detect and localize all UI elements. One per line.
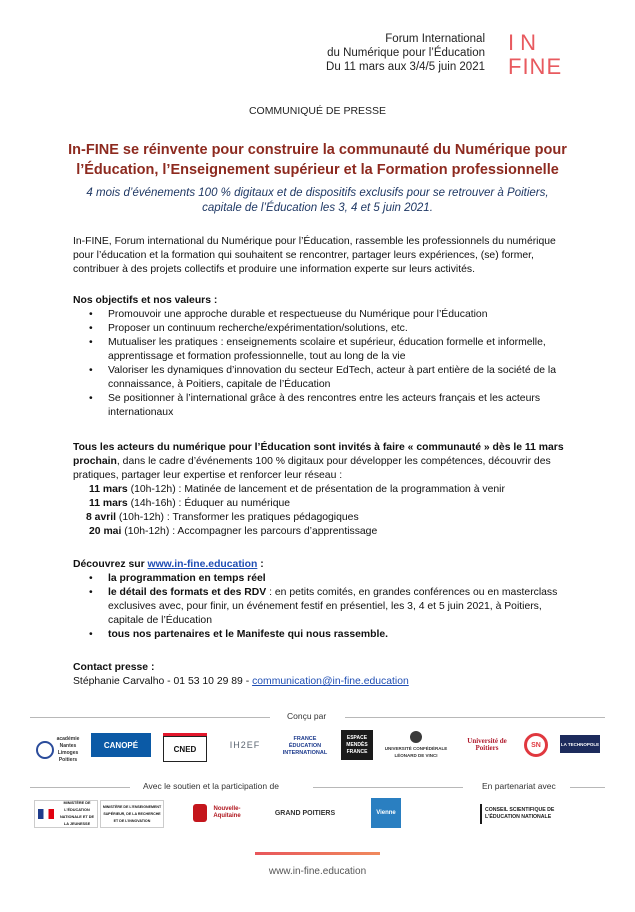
logo-text: Nouvelle-Aquitaine (213, 806, 241, 819)
logo-text: Vienne (376, 809, 396, 816)
contact-line (73, 675, 573, 689)
header-line-2: du Numérique pour l’Éducation (327, 47, 485, 59)
logo-text: SN (531, 741, 541, 749)
logo-bottom-text: FINE (508, 54, 563, 78)
objectives-list (73, 308, 573, 420)
title-line-1: In-FINE se réinvente pour construire la communauté du Numérique pour (68, 142, 567, 158)
list-item: • Proposer un continuum recherche/expérimentation/solutions, etc. (73, 322, 573, 336)
logo-text: Université de Poitiers (467, 737, 507, 752)
contact-name: Stéphanie Carvalho - 01 53 10 29 89 - (73, 676, 253, 687)
page-title (0, 140, 635, 180)
header-line-3: Du 11 mars aux 3/4/5 juin 2021 (326, 61, 485, 73)
soutien-label: Avec le soutien et la participation de (143, 781, 279, 791)
in-fine-logo (506, 30, 570, 78)
logo-text: UNIVERSITÉ CONFÉDÉRALE LÉONARD DE VINCI (384, 746, 448, 758)
schedule-list (73, 483, 573, 539)
logo-text: GRAND POITIERS (274, 809, 336, 817)
list-item: • Valoriser les dynamiques d’innovation du secteur EdTech, acteur à part entière de la société de la connaissance, à Poitiers, capitale de l’Éducation (73, 364, 573, 392)
conseil-scientifique-logo (480, 804, 590, 824)
divider (30, 717, 270, 718)
objectives-heading: Nos objectifs et nos valeurs : (73, 295, 218, 306)
discover-item-bold: le détail des formats et des RDV (108, 587, 267, 598)
schedule-time: (10h-12h) (127, 484, 176, 495)
subtitle-line-2: capitale de l’Éducation les 3, 4 et 5 juin 2021. (202, 202, 433, 214)
schedule-desc: : Éduquer au numérique (175, 498, 291, 509)
discover-colon: : (257, 559, 264, 570)
logo-text: CANOPÉ (103, 740, 139, 750)
intro-text: In-FINE, Forum international du Numérique pour l’Éducation, rassemble les professionnels du numérique pour l’éducation et la formation qui souhaitent se rencontrer, partager leurs expériences, (se) former, contribuer à des projets collectifs et produire une information experte sur leurs activités. (73, 236, 556, 275)
intro-paragraph (73, 235, 573, 277)
academie-logo (36, 728, 80, 772)
discover-label: Découvrez sur (73, 559, 148, 570)
partenariat-label: En partenariat avec (482, 781, 556, 791)
discover-item-bold: tous nos partenaires et le Manifeste qui nous rassemble. (108, 629, 389, 640)
invitation-section (73, 441, 573, 539)
list-item: • Se positionner à l’international grâce à des rencontres entre les acteurs français et les acteurs internationaux (73, 392, 573, 420)
discover-item-rest: : en petits comités, en grandes conférences ou en masterclass exclusives avec, pour finir, un événement festif en présentiel, les 3, 4 et 5 juin 2021, à Poitiers, capitale de l’Éducation (108, 587, 558, 626)
list-item: • Promouvoir une approche durable et respectueuse du Numérique pour l’Éducation (73, 308, 573, 322)
grand-poitiers-logo (272, 802, 338, 824)
logo-text: MINISTÈRE DE L'ENSEIGNEMENT SUPÉRIEUR, DE LA RECHERCHE ET DE L'INNOVATION (102, 804, 162, 823)
schedule-desc: : Transformer les pratiques pédagogiques (164, 512, 359, 523)
divider (345, 717, 605, 718)
schedule-item (73, 511, 573, 525)
list-item (73, 586, 573, 628)
universite-poitiers-logo (462, 730, 512, 760)
discover-section (73, 558, 573, 642)
discover-heading (73, 558, 573, 572)
accent-bar (255, 852, 380, 855)
objectives-section (73, 294, 573, 420)
schedule-item (73, 525, 573, 539)
contact-heading: Contact presse : (73, 662, 155, 673)
discover-item-bold: la programmation en temps réel (108, 573, 266, 584)
divider (30, 787, 130, 788)
vienne-logo (371, 798, 401, 828)
logo-text: CNED (173, 744, 197, 754)
divider (313, 787, 463, 788)
schedule-desc: : Matinée de lancement et de présentation de la programmation à venir (175, 484, 505, 495)
invitation-rest: , dans le cadre d’événements 100 % digitaux pour développer les compétences, découvrir des pratiques, partager leur expertise et renforcer leur réseau : (73, 456, 551, 481)
lion-emblem-icon (193, 804, 207, 822)
logo-text: ESPACE MENDÈS FRANCE (346, 734, 368, 755)
cned-logo (163, 733, 207, 762)
la-technopole-logo (560, 735, 600, 753)
logo-text: MINISTÈRE DE L'ÉDUCATION NATIONALE ET DE LA JEUNESSE (59, 801, 95, 826)
footer-website: www.in-fine.education (268, 866, 367, 877)
flag-icon (38, 809, 54, 819)
event-header (326, 32, 485, 74)
schedule-item (73, 497, 573, 511)
subtitle (0, 186, 635, 216)
invitation-bold: Tous les acteurs du numérique pour l’Éducation sont invités à faire « communauté » dès le 11 mars prochain (73, 442, 564, 467)
schedule-item (73, 483, 573, 497)
concu-par-label: Conçu par (287, 711, 327, 721)
logo-text: IH2EF (229, 739, 261, 750)
academie-emblem-icon (36, 741, 54, 759)
logo-text: LA TECHNOPOLE (560, 741, 600, 747)
logo-text: FRANCE ÉDUCATION INTERNATIONAL (282, 735, 328, 756)
title-line-2: l’Éducation, l’Enseignement supérieur et la Formation professionnelle (76, 162, 559, 178)
schedule-desc: : Accompagner les parcours d’apprentissage (169, 526, 378, 537)
logo-top-text: IN (508, 30, 542, 55)
invitation-paragraph (73, 441, 573, 483)
schedule-date: 11 mars (89, 498, 128, 509)
espace-mendes-france-logo (341, 730, 373, 760)
circle-partner-logo (524, 733, 548, 757)
list-item: • Mutualiser les pratiques : enseignements scolaire et supérieur, éducation formelle et informelle, apprentissage et formation professionnelle, tout au long de la vie (73, 336, 573, 364)
contact-email-link[interactable]: communication@in-fine.education (252, 676, 409, 687)
schedule-date: 20 mai (89, 526, 122, 537)
subtitle-line-1: 4 mois d’événements 100 % digitaux et de dispositifs exclusifs pour se retrouver à Poitiers, (86, 187, 549, 199)
universite-emblem-icon (410, 731, 422, 743)
france-education-logo (282, 732, 328, 760)
canope-logo (91, 733, 151, 757)
universite-confederale-logo (380, 730, 452, 760)
contact-section (73, 661, 573, 689)
schedule-date: 8 avril (86, 512, 117, 523)
list-item (73, 628, 573, 642)
nouvelle-aquitaine-logo (193, 798, 245, 828)
website-link[interactable]: www.in-fine.education (147, 559, 258, 570)
ministere-education-logo (34, 800, 98, 828)
press-label: COMMUNIQUÉ DE PRESSE (248, 105, 387, 117)
ministere-sup-logo (100, 800, 164, 828)
list-item (73, 572, 573, 586)
schedule-time: (10h-12h) (116, 512, 164, 523)
divider (570, 787, 605, 788)
discover-list (73, 572, 573, 642)
logo-text: académie Nantes Limoges Poitiers (56, 736, 80, 763)
schedule-time: (14h-16h) (127, 498, 176, 509)
logo-text: CONSEIL SCIENTIFIQUE DE L'ÉDUCATION NATIONALE (485, 807, 555, 820)
ih2ef-logo (221, 735, 269, 755)
schedule-date: 11 mars (89, 484, 128, 495)
header-line-1: Forum International (385, 33, 485, 45)
schedule-time: (10h-12h) (121, 526, 170, 537)
